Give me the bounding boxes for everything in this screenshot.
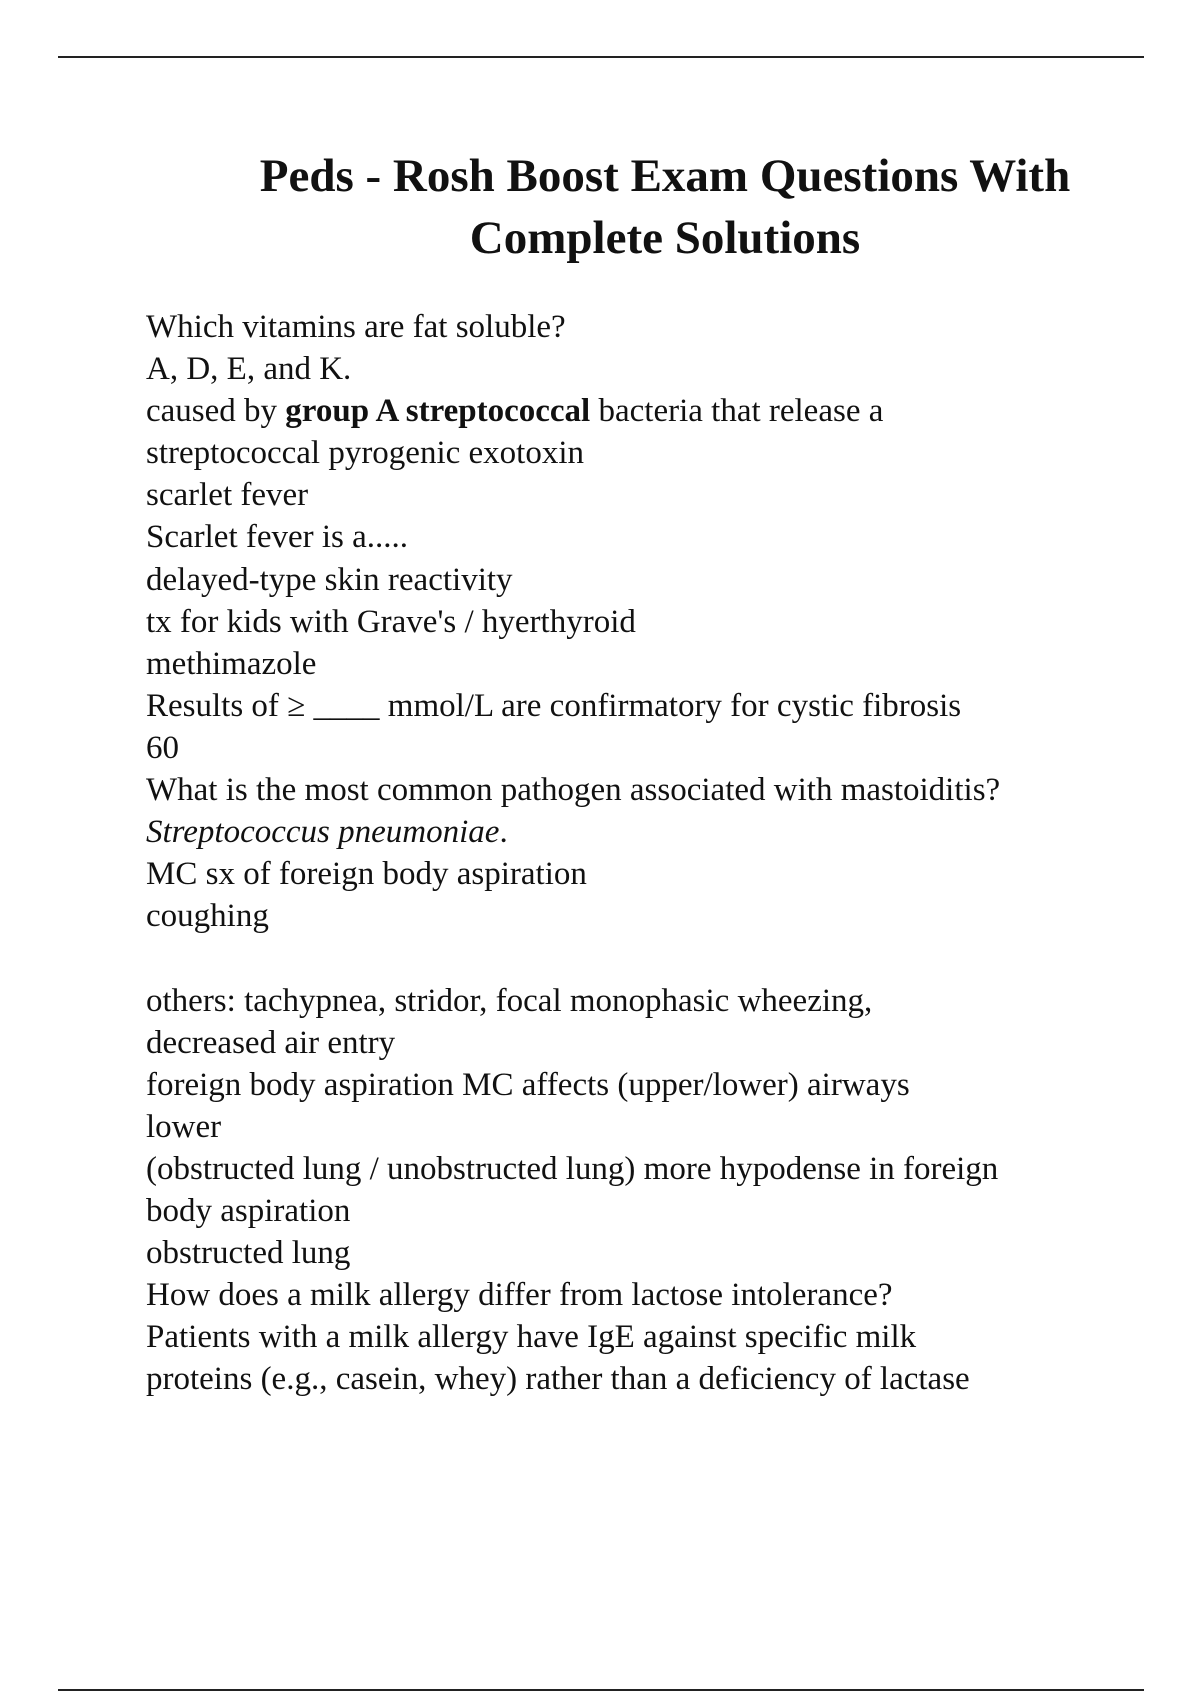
answer-text-continued: proteins (e.g., casein, whey) rather than a deficiency of lactase [146, 1361, 970, 1398]
answer-text: methimazole [146, 645, 317, 682]
question-text: (obstructed lung / unobstructed lung) more hypodense in foreign [146, 1150, 999, 1187]
bottom-rule [58, 1689, 1144, 1691]
answer-text: A, D, E, and K. [146, 351, 352, 388]
question-text: How does a milk allergy differ from lactose intolerance? [146, 1277, 893, 1314]
question-text: What is the most common pathogen associated with mastoiditis? [146, 772, 1001, 809]
question-text: foreign body aspiration MC affects (upper/lower) airways [146, 1066, 910, 1103]
question-text: tx for kids with Grave's / hyerthyroid [146, 603, 636, 640]
question-text: Scarlet fever is a..... [146, 519, 409, 556]
answer-note-continued: decreased air entry [146, 1024, 396, 1061]
answer-note: others: tachypnea, stridor, focal monophasic wheezing, [146, 982, 873, 1019]
title-line-1: Peds - Rosh Boost Exam Questions With [259, 150, 1071, 202]
question-text-continued: streptococcal pyrogenic exotoxin [146, 435, 585, 472]
question-bold-term: group A streptococcal [285, 393, 591, 430]
qa-content [146, 306, 1156, 1400]
answer-italic-term: Streptococcus pneumoniae [146, 814, 500, 851]
answer-text: obstructed lung [146, 1235, 351, 1272]
answer-suffix: . [499, 814, 508, 851]
top-rule [58, 56, 1144, 58]
question-text: Which vitamins are fat soluble? [146, 309, 566, 345]
answer-text [146, 811, 1156, 853]
answer-text: 60 [146, 729, 179, 766]
question-suffix: bacteria that release a [590, 393, 884, 430]
title-line-2: Complete Solutions [469, 212, 861, 264]
document-title [120, 145, 1200, 269]
question-text: MC sx of foreign body aspiration [146, 856, 587, 893]
question-text-continued: body aspiration [146, 1192, 351, 1229]
blank-line [146, 937, 1156, 979]
answer-text: delayed-type skin reactivity [146, 561, 513, 598]
question-text: Results of ≥ ____ mmol/L are confirmatory for cystic fibrosis [146, 687, 962, 724]
answer-text: lower [146, 1108, 222, 1145]
question-text [146, 390, 1156, 432]
question-prefix: caused by [146, 393, 286, 430]
answer-text: Patients with a milk allergy have IgE against specific milk [146, 1319, 917, 1356]
answer-text: coughing [146, 898, 269, 935]
answer-text: scarlet fever [146, 477, 309, 514]
